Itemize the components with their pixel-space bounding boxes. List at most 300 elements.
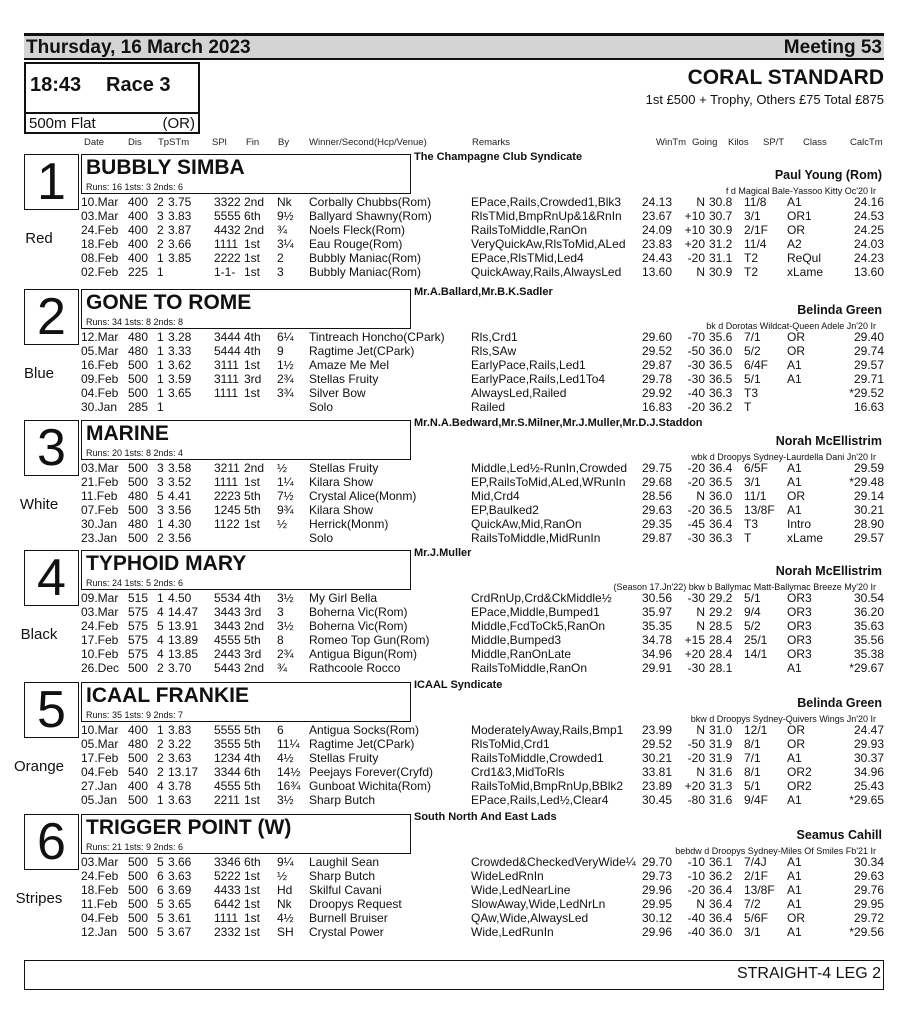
run-win-time: 29.73 [641,869,672,883]
run-going: -10 [687,869,705,883]
run-weight: 29.2 [709,605,733,619]
run-winner: Eau Rouge(Rom) [309,237,403,251]
run-going: -20 [687,503,705,517]
run-sp: 11/4 [744,237,767,251]
run-calc-time: 29.57 [853,358,884,372]
run-finish: 1st [244,517,261,531]
run-remarks: EP,RailsToMid,ALed,WRunIn [471,475,626,489]
run-win-time: 33.81 [641,765,672,779]
run-win-time: 30.45 [641,793,672,807]
run-split: 3.66 [168,237,192,251]
run-sp: 5/1 [744,372,761,386]
run-class: OR [787,330,805,344]
run-date: 30.Jan [81,517,118,531]
run-class: OR2 [787,779,812,793]
run-going: -10 [687,855,705,869]
run-split: 13.89 [168,633,199,647]
run-remarks: Crd1&3,MidToRls [471,765,565,779]
run-trap: 1 [157,400,164,414]
run-sp: T [744,531,752,545]
run-weight: 31.3 [709,779,733,793]
run-calc-time: 35.63 [853,619,884,633]
run-win-time: 29.78 [641,372,672,386]
run-win-time: 23.89 [641,779,672,793]
owner: Mr.A.Ballard,Mr.B.K.Sadler [414,286,553,298]
run-trap: 4 [157,647,164,661]
run-finish: 6th [244,209,261,223]
run-sp: 3/1 [744,925,761,939]
run-remarks: RlsToMid,Crd1 [471,737,550,751]
run-winner: Bubbly Maniac(Rom) [309,251,422,265]
run-split: 3.65 [168,386,192,400]
run-finish: 5th [244,737,261,751]
run-win-time: 29.68 [641,475,672,489]
run-split: 3.87 [168,223,192,237]
run-finish: 1st [244,869,261,883]
run-calc-time: 29.72 [853,911,884,925]
run-date: 12.Jan [81,925,118,939]
run-win-time: 24.43 [641,251,672,265]
run-sectionals: 1111 [214,911,239,925]
run-remarks: Crowded&CheckedVeryWide¼ [471,855,636,869]
run-win-time: 34.78 [641,633,672,647]
run-distance: 500 [128,925,149,939]
run-sp: 11/1 [744,489,767,503]
form-row [81,661,884,675]
column-header: Winner/Second(Hcp/Venue) [309,137,427,148]
form-row [81,779,884,793]
run-going: +20 [684,647,705,661]
run-date: 11.Feb [81,489,118,503]
run-sectionals: 1111 [214,386,239,400]
run-trap: 2 [157,765,164,779]
run-margin: 9 [277,344,284,358]
run-winner: Peejays Forever(Cryfd) [309,765,434,779]
run-distance: 500 [128,793,149,807]
run-trap: 2 [157,661,164,675]
run-sp: 14/1 [744,647,768,661]
run-win-time: 24.09 [641,223,672,237]
run-winner: Skilful Cavani [309,883,382,897]
run-sp: 8/1 [744,737,761,751]
run-margin: ½ [277,869,288,883]
run-trap: 5 [157,925,164,939]
run-going: +20 [684,779,705,793]
trainer: Belinda Green [797,303,882,317]
form-row [81,619,884,633]
run-sectionals: 5443 [214,661,241,675]
run-calc-time: 24.47 [853,723,884,737]
run-winner: Silver Bow [309,386,366,400]
run-margin: 2¾ [277,647,294,661]
run-winner: Amaze Me Mel [309,358,390,372]
run-margin: Nk [277,195,292,209]
run-calc-time: 35.56 [853,633,884,647]
form-row [81,751,884,765]
run-weight: 36.0 [709,344,733,358]
dog-record: Runs: 20 1sts: 8 2nds: 4 [86,448,184,458]
run-remarks: RlsTMid,BmpRnUp&1&RnIn [471,209,622,223]
form-row [81,591,884,605]
run-sectionals: 5444 [214,344,241,358]
run-weight: 28.1 [709,661,733,675]
run-calc-time: 30.34 [853,855,884,869]
run-distance: 575 [128,647,149,661]
run-margin: 9½ [277,209,294,223]
dog-name[interactable]: TRIGGER POINT (W) [86,816,292,839]
run-distance: 500 [128,358,149,372]
form-row [81,372,884,386]
run-weight: 35.6 [709,330,733,344]
run-calc-time: 35.38 [853,647,884,661]
run-weight: 30.9 [709,223,733,237]
run-class: A1 [787,503,802,517]
form-row [81,911,884,925]
run-winner: Boherna Vic(Rom) [309,605,408,619]
run-class: OR [787,911,805,925]
run-finish: 5th [244,723,261,737]
trainer: Belinda Green [797,696,882,710]
form-lines [81,195,884,279]
run-win-time: 23.83 [641,237,672,251]
run-weight: 31.6 [709,765,733,779]
run-date: 18.Feb [81,883,119,897]
run-margin: ½ [277,517,288,531]
run-distance: 480 [128,737,149,751]
run-calc-time: *29.56 [849,925,884,939]
run-distance: 500 [128,911,149,925]
breeding: bebdw d Droopys Sydney-Miles Of Smiles Fb'21 Ir [675,846,876,856]
run-margin: 6¼ [277,330,294,344]
form-row [81,723,884,737]
run-winner: Kilara Show [309,503,374,517]
form-row [81,793,884,807]
run-winner: Sharp Butch [309,869,376,883]
run-distance: 500 [128,503,149,517]
run-calc-time: *29.67 [849,661,884,675]
run-win-time: 29.87 [641,531,672,545]
run-trap: 1 [157,251,164,265]
run-finish: 4th [244,344,261,358]
run-weight: 36.4 [709,897,733,911]
run-going: -70 [687,330,705,344]
run-margin: 3¾ [277,386,294,400]
run-sectionals: 3443 [214,619,241,633]
run-distance: 500 [128,897,149,911]
dog-name[interactable]: TYPHOID MARY [86,552,247,575]
run-winner: Noels Fleck(Rom) [309,223,406,237]
run-margin: Nk [277,897,292,911]
run-date: 12.Mar [81,330,119,344]
run-margin: 16¾ [277,779,301,793]
run-trap: 2 [157,237,164,251]
trainer: Norah McEllistrim [775,564,882,578]
run-sp: 5/2 [744,619,761,633]
run-weight: 36.4 [709,883,733,897]
run-weight: 36.5 [709,503,733,517]
run-weight: 31.1 [709,251,733,265]
run-weight: 36.4 [709,461,733,475]
run-calc-time: 34.96 [853,765,884,779]
breeding: bk d Dorotas Wildcat-Queen Adele Jn'20 Ir [706,321,876,331]
run-margin: 3¼ [277,237,294,251]
run-going: N [696,765,705,779]
dog-record: Runs: 24 1sts: 5 2nds: 6 [86,578,184,588]
run-date: 17.Feb [81,633,119,647]
run-margin: 3 [277,265,284,279]
form-row [81,265,884,279]
column-header: Fin [246,137,260,148]
run-calc-time: *29.48 [849,475,884,489]
run-class: OR2 [787,765,812,779]
run-remarks: QuickAway,Rails,AlwaysLed [471,265,622,279]
run-date: 23.Jan [81,531,118,545]
breeding: f d Magical Bale-Yassoo Kitty Oc'20 Ir [725,186,876,196]
run-split: 3.83 [168,723,192,737]
run-finish: 3rd [244,372,262,386]
form-row [81,897,884,911]
run-class: OR [787,344,805,358]
run-winner: Burnell Bruiser [309,911,388,925]
run-remarks: RailsToMiddle,RanOn [471,661,588,675]
race-time: 18:43 [30,74,82,96]
form-row [81,737,884,751]
run-sectionals: 1111 [214,237,239,251]
run-trap: 1 [157,591,164,605]
run-distance: 400 [128,195,149,209]
dog-name-box [81,289,411,329]
run-trap: 5 [157,489,164,503]
run-date: 05.Jan [81,793,118,807]
run-weight: 36.5 [709,358,733,372]
run-sp: 13/8F [744,503,775,517]
form-row [81,765,884,779]
run-going: -20 [687,400,705,414]
run-sp: 9/4F [744,793,769,807]
run-weight: 36.4 [709,911,733,925]
run-calc-time: 24.16 [853,195,884,209]
run-date: 04.Feb [81,765,119,779]
run-trap: 1 [157,793,164,807]
run-going: -20 [687,461,705,475]
run-split: 3.66 [168,855,192,869]
meeting-header-bar [24,33,884,60]
run-sectionals: 1111 [214,475,239,489]
form-row [81,461,884,475]
run-date: 30.Jan [81,400,118,414]
run-trap: 3 [157,503,164,517]
run-win-time: 30.12 [641,911,672,925]
run-finish: 1st [244,883,261,897]
run-split: 13.85 [168,647,199,661]
bet-type: STRAIGHT-4 LEG 2 [736,965,881,982]
run-margin: 6 [277,723,284,737]
run-winner: Stellas Fruity [309,751,379,765]
run-sectionals: 1-1- [214,265,236,279]
run-calc-time: 29.95 [853,897,884,911]
run-trap: 5 [157,911,164,925]
run-distance: 500 [128,855,149,869]
run-finish: 1st [244,911,261,925]
run-sectionals: 6442 [214,897,241,911]
run-calc-time: *29.52 [849,386,884,400]
run-weight: 31.9 [709,751,733,765]
run-sp: T2 [744,265,759,279]
run-going: N [696,897,705,911]
run-finish: 5th [244,779,261,793]
form-row [81,237,884,251]
run-win-time: 23.67 [641,209,672,223]
form-row [81,330,884,344]
run-remarks: SlowAway,Wide,LedNrLn [471,897,606,911]
form-row [81,489,884,503]
run-split: 4.41 [168,489,192,503]
run-date: 07.Feb [81,503,119,517]
run-winner: Stellas Fruity [309,461,379,475]
run-date: 04.Feb [81,911,119,925]
run-sectionals: 3111 [214,358,239,372]
run-sp: T3 [744,386,759,400]
run-class: A1 [787,358,802,372]
run-trap: 1 [157,358,164,372]
run-sectionals: 3346 [214,855,241,869]
run-weight: 36.0 [709,489,733,503]
run-finish: 2nd [244,619,265,633]
dog-name[interactable]: GONE TO ROME [86,291,252,314]
runner-entry [24,148,884,278]
run-sectionals: 5555 [214,209,241,223]
run-finish: 5th [244,503,261,517]
column-header: Date [84,137,105,148]
run-class: A1 [787,372,802,386]
run-remarks: VeryQuickAw,RlsToMid,ALed [471,237,626,251]
run-distance: 575 [128,605,149,619]
run-split: 3.52 [168,475,192,489]
meeting-number: Meeting 53 [783,37,882,58]
run-class: OR3 [787,591,812,605]
run-going: -40 [687,911,705,925]
column-header: Remarks [472,137,511,148]
run-going: N [696,605,705,619]
run-date: 24.Feb [81,619,119,633]
run-date: 10.Mar [81,723,119,737]
dog-record: Runs: 16 1sts: 3 2nds: 6 [86,182,184,192]
run-calc-time: 24.03 [853,237,884,251]
run-finish: 1st [244,897,261,911]
run-calc-time: 24.53 [853,209,884,223]
form-row [81,195,884,209]
run-split: 3.61 [168,911,192,925]
run-win-time: 30.21 [641,751,672,765]
run-remarks: WideLedRnIn [471,869,544,883]
run-sectionals: 3555 [214,737,241,751]
run-trap: 1 [157,723,164,737]
trap-colour: Red [25,230,53,247]
run-class: A1 [787,855,802,869]
run-finish: 5th [244,489,261,503]
owner: South North And East Lads [414,811,557,823]
run-going: -50 [687,344,705,358]
trap-number-box [24,154,79,210]
column-header: Dis [128,137,142,148]
trainer: Paul Young (Rom) [774,168,882,182]
dog-name[interactable]: BUBBLY SIMBA [86,156,245,179]
run-finish: 5th [244,633,261,647]
form-row [81,883,884,897]
run-remarks: Mid,Crd4 [471,489,520,503]
run-win-time: 35.97 [641,605,672,619]
trainer: Norah McEllistrim [775,434,882,448]
run-date: 08.Feb [81,251,119,265]
run-distance: 500 [128,386,149,400]
run-remarks: ModeratelyAway,Rails,Bmp1 [471,723,624,737]
run-calc-time: 29.63 [853,869,884,883]
run-trap: 2 [157,737,164,751]
run-weight: 36.2 [709,400,733,414]
run-remarks: Rls,Crd1 [471,330,518,344]
run-class: OR3 [787,647,812,661]
run-trap: 3 [157,475,164,489]
dog-name[interactable]: ICAAL FRANKIE [86,684,249,707]
trap-number: 2 [37,288,66,346]
race-number: Race 3 [106,74,171,96]
run-weight: 36.5 [709,372,733,386]
run-calc-time: 29.14 [853,489,884,503]
run-weight: 31.2 [709,237,733,251]
run-sectionals: 4555 [214,779,241,793]
trap-colour: Blue [23,365,55,382]
run-trap: 1 [157,372,164,386]
run-class: xLame [787,531,824,545]
trap-number: 5 [37,681,66,739]
run-trap: 4 [157,605,164,619]
run-win-time: 29.87 [641,358,672,372]
run-finish: 4th [244,751,261,765]
run-winner: Rathcoole Rocco [309,661,401,675]
run-remarks: Rls,SAw [471,344,517,358]
form-lines [81,330,884,414]
run-sp: 5/6F [744,911,769,925]
run-winner: Ragtime Jet(CPark) [309,737,415,751]
run-winner: Bubbly Maniac(Rom) [309,265,422,279]
run-going: -30 [687,372,705,386]
run-remarks: AlwaysLed,Railed [471,386,567,400]
run-calc-time: 30.21 [853,503,884,517]
run-date: 26.Dec [81,661,120,675]
run-class: A1 [787,869,802,883]
run-calc-time: 29.57 [853,531,884,545]
run-weight: 30.8 [709,195,733,209]
run-date: 03.Mar [81,605,119,619]
run-sectionals: 4432 [214,223,241,237]
run-class: A1 [787,925,802,939]
run-split: 3.63 [168,869,192,883]
run-distance: 500 [128,531,149,545]
run-margin: 11¼ [277,737,300,751]
dog-name[interactable]: MARINE [86,422,169,445]
run-margin: 3½ [277,591,294,605]
owner: Mr.J.Muller [414,547,472,559]
run-margin: 4½ [277,911,294,925]
run-weight: 31.0 [709,723,733,737]
run-calc-time: 25.43 [853,779,884,793]
column-header: Kilos [728,137,749,148]
run-sp: 5/1 [744,779,761,793]
run-remarks: QAw,Wide,AlwaysLed [471,911,589,925]
form-row [81,855,884,869]
run-going: +15 [684,633,705,647]
run-remarks: Wide,LedRunIn [471,925,554,939]
